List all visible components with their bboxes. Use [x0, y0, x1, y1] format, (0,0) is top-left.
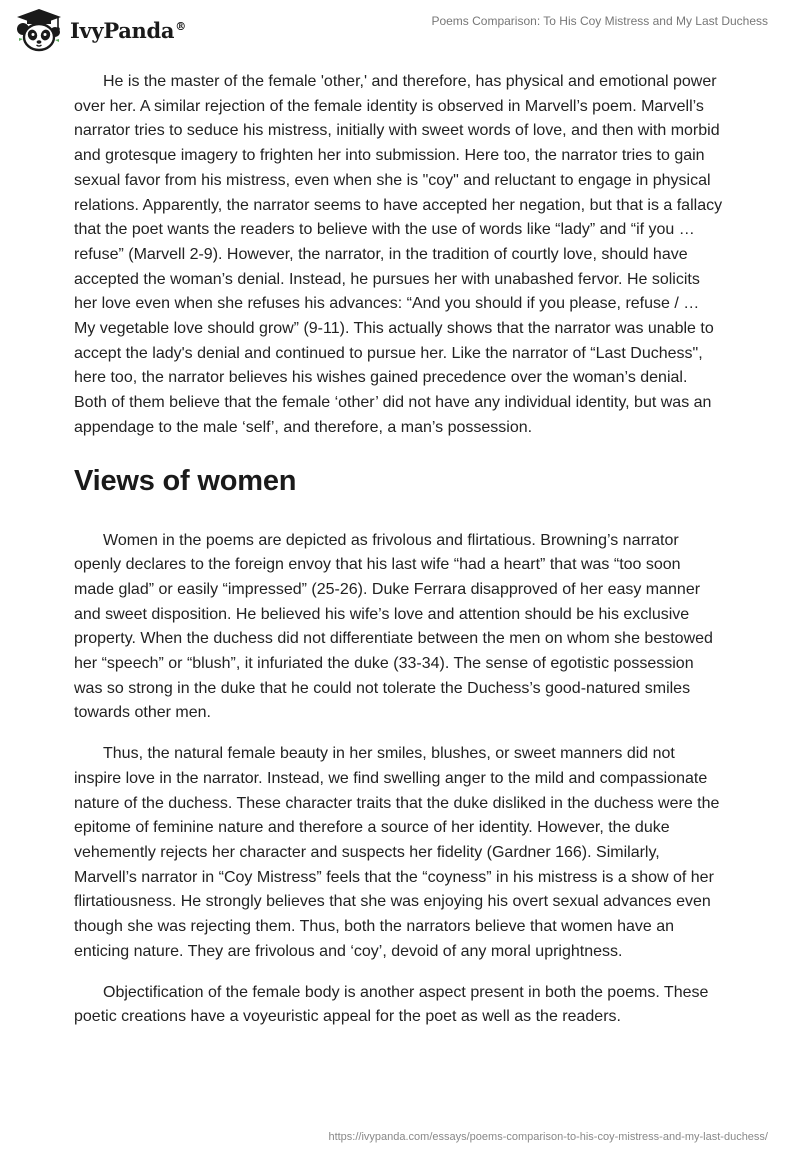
document-title: Poems Comparison: To His Coy Mistress and My Last Duchess — [431, 14, 768, 28]
panda-graduation-cap-icon — [14, 8, 64, 52]
essay-content — [74, 70, 724, 1030]
page-header — [0, 0, 800, 56]
registered-mark: ® — [175, 19, 186, 33]
logo-wordmark: IvyPanda® — [70, 17, 186, 43]
body-paragraph: Objectification of the female body is another aspect present in both the poems. These poetic creations have a voyeuristic appeal for the poet as well as the readers. — [74, 983, 709, 1026]
source-url-link[interactable]: https://ivypanda.com/essays/poems-comparison-to-his-coy-mistress-and-my-last-duchess/ — [328, 1131, 768, 1143]
section-heading: Views of women — [74, 464, 297, 497]
body-paragraph: He is the master of the female 'other,' and therefore, has physical and emotional power over her. A similar rejection of the female identity is observed in Marvell’s poem. Marvell’s narrator tries to seduce his mistress, initially with sweet words of love, and then with morbid and grotesque imagery to frighten her into submission. Here too, the narrator tries to gain sexual favor from his mistress, even when she is "coy" and reluctant to engage in physical relations. Apparently, the narrator seems to have accepted her negation, but that is a fallacy that the poet wants the readers to believe with the use of words like “lady” and “if you … refuse” (Marvell 2-9). However, the narrator, in the tradition of courtly love, should have accepted the woman’s denial. Instead, he pursues her with unabashed fervor. He solicits her love even when she refuses his advances: “And you should if you please, refuse / … My vegetable love should grow” (9-11). This actually shows that the narrator was unable to accept the lady's denial and continued to pursue her. Like the narrator of “Last Duchess", here too, the narrator believes his wishes gained precedence over the woman’s denial. Both of them believe that the female ‘other’ did not have any individual identity, but was an appendage to the male ‘self’, and therefore, a man’s possession. — [74, 73, 723, 436]
body-paragraph: Women in the poems are depicted as frivolous and flirtatious. Browning’s narrator openly declares to the foreign envoy that his last wife “had a heart” that was “too soon made glad” or easily “impressed” (25-26). Duke Ferrara disapproved of her easy manner and sweet disposition. He believed his wife’s love and attention should be his exclusive property. When the duchess did not differentiate between the men on whom she bestowed her “speech” or “blush”, it infuriated the duke (33-34). The sense of egotistic possession was so strong in the duke that he could not tolerate the Duchess’s good-natured smiles towards other men. — [74, 531, 713, 722]
body-paragraph: Thus, the natural female beauty in her smiles, blushes, or sweet manners did not inspire love in the narrator. Instead, we find swelling anger to the mild and compassionate nature of the duchess. These character traits that the duke disliked in the duchess were the epitome of feminine nature and therefore a source of her identity. However, the duke vehemently rejects her character and suspects her fidelity (Gardner 166). Similarly, Marvell’s narrator in “Coy Mistress” feels that the “coyness” in his mistress is a show of her flirtatiousness. He strongly believes that she was enjoying his overt sexual advances even though she was rejecting them. Thus, both the narrators believe that women have an enticing nature. They are frivolous and ‘coy’, devoid of any moral uprightness. — [74, 745, 720, 960]
ivypanda-logo[interactable] — [14, 8, 186, 52]
